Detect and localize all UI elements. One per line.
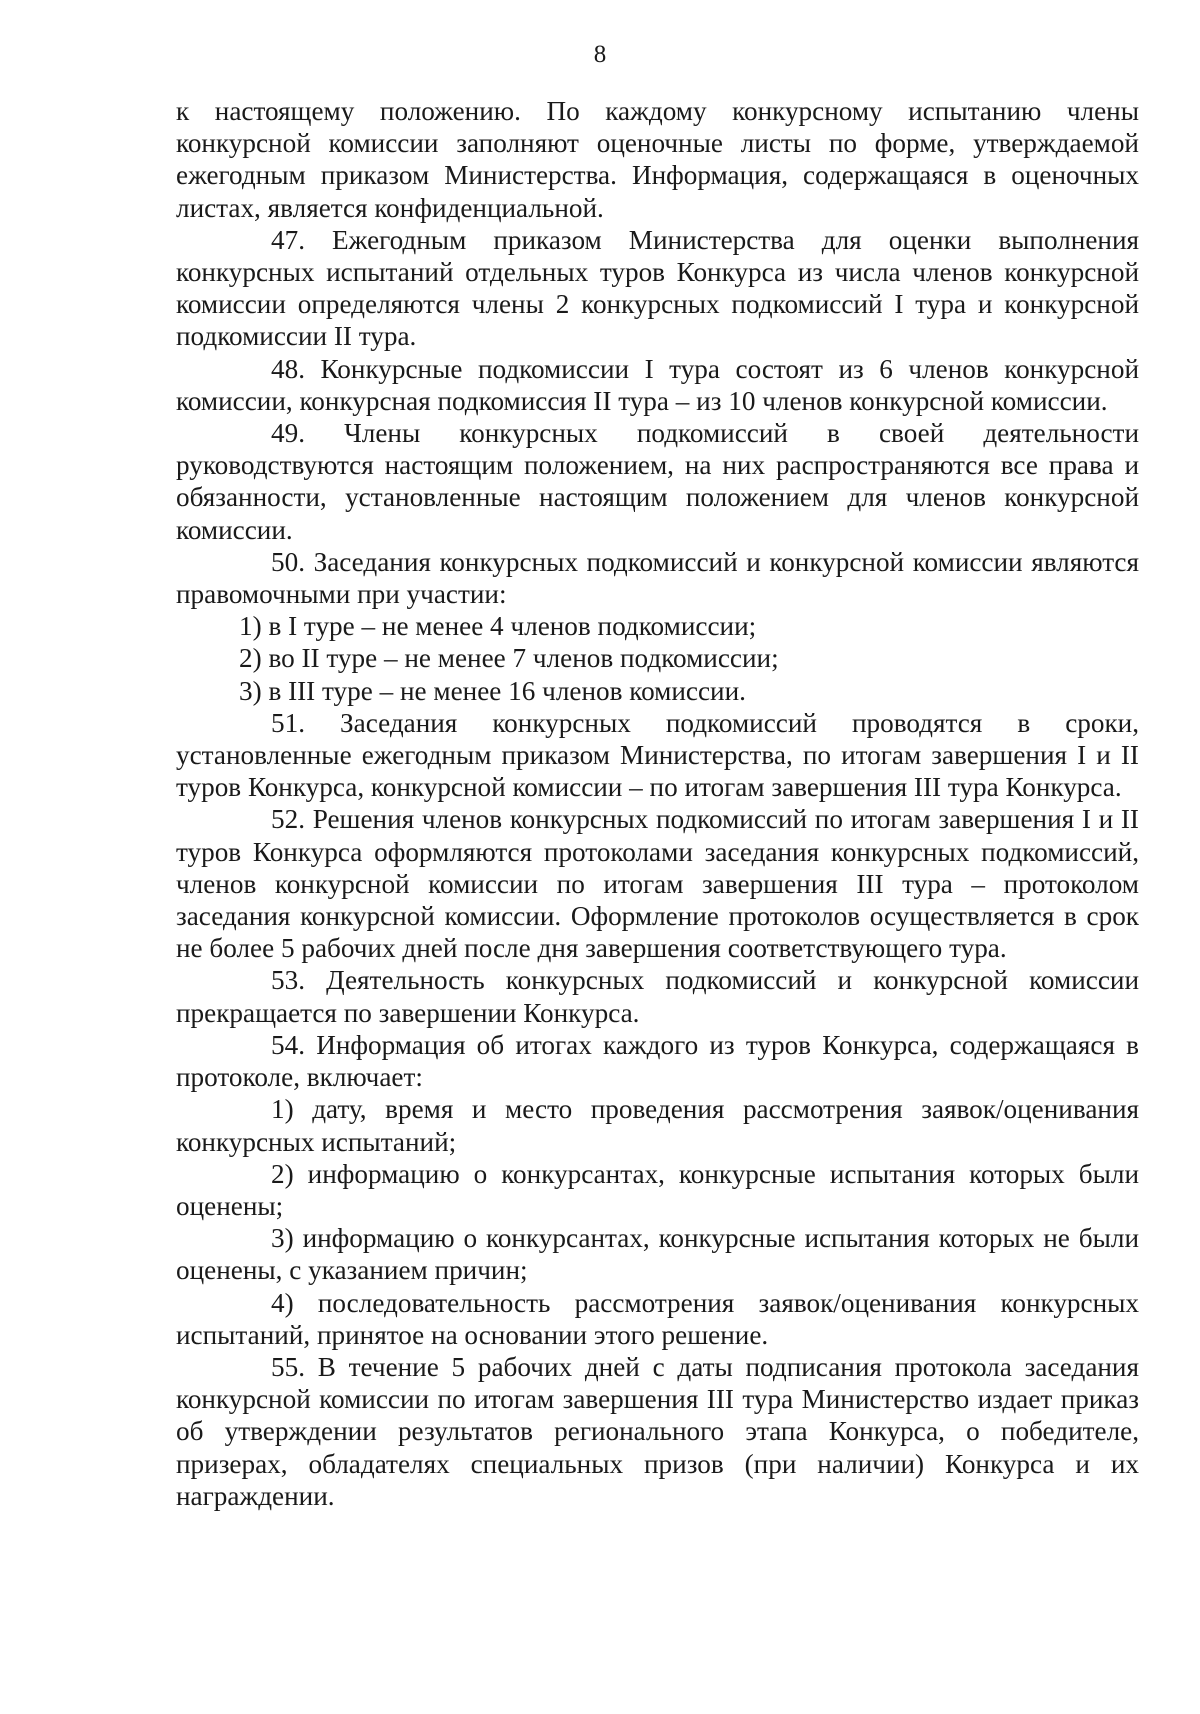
- list-item-54-3: 3) информацию о конкурсантах, конкурсные испытания которых не были оценены, с указанием причин;: [176, 1223, 1139, 1286]
- page-number: 8: [593, 41, 607, 68]
- paragraph-52: 52. Решения членов конкурсных подкомиссий по итогам завершения I и II туров Конкурса оформляются протоколами заседания конкурсных подкомиссий, членов конкурсной комиссии по итогам завершения III тура – протоколом заседания конкурсной комиссии. Оформление протоколов осуществляется в срок не более 5 рабочих дней после дня завершения соответствующего тура.: [176, 804, 1139, 964]
- paragraph-55: 55. В течение 5 рабочих дней с даты подписания протокола заседания конкурсной комиссии по итогам завершения III тура Министерство издает приказ об утверждении результатов регионального этапа Конкурса, о победителе, призерах, обладателях специальных призов (при наличии) Конкурса и их награждении.: [176, 1351, 1139, 1511]
- list-item-50-1: 1) в I туре – не менее 4 членов подкомиссии;: [239, 611, 757, 642]
- paragraph-53: 53. Деятельность конкурсных подкомиссий и конкурсной комиссии прекращается по завершении Конкурса.: [176, 965, 1139, 1028]
- list-item-54-1: 1) дату, время и место проведения рассмотрения заявок/оценивания конкурсных испытаний;: [176, 1094, 1139, 1157]
- list-item-50-2: 2) во II туре – не менее 7 членов подкомиссии;: [239, 643, 779, 674]
- list-item-54-2: 2) информацию о конкурсантах, конкурсные испытания которых были оценены;: [176, 1158, 1139, 1221]
- list-item-54-4: 4) последовательность рассмотрения заявок/оценивания конкурсных испытаний, принятое на основании этого решение.: [176, 1287, 1139, 1350]
- paragraph-54: 54. Информация об итогах каждого из туров Конкурса, содержащаяся в протоколе, включает:: [176, 1029, 1139, 1093]
- paragraph-51: 51. Заседания конкурсных подкомиссий проводятся в сроки, установленные ежегодным приказом Министерства, по итогам завершения I и II туров Конкурса, конкурсной комиссии – по итогам завершения III тура Конкурса.: [176, 707, 1139, 803]
- paragraph-49: 49. Члены конкурсных подкомиссий в своей деятельности руководствуются настоящим положением, на них распространяются все права и обязанности, установленные настоящим положением для членов конкурсной комиссии.: [176, 418, 1139, 545]
- paragraph-50: 50. Заседания конкурсных подкомиссий и конкурсной комиссии являются правомочными при участии:: [176, 546, 1139, 610]
- document-body: [176, 95, 1139, 1512]
- list-item-50-3: 3) в III туре – не менее 16 членов комиссии.: [239, 675, 746, 706]
- paragraph-continuation: к настоящему положению. По каждому конкурсному испытанию члены конкурсной комиссии заполняют оценочные листы по форме, утверждаемой ежегодным приказом Министерства. Информация, содержащаяся в оценочных листах, является конфиденциальной.: [176, 96, 1139, 223]
- paragraph-47: 47. Ежегодным приказом Министерства для оценки выполнения конкурсных испытаний отдельных туров Конкурса из числа членов конкурсной комиссии определяются члены 2 конкурсных подкомиссий I тура и конкурсной подкомиссии II тура.: [176, 224, 1139, 352]
- paragraph-48: 48. Конкурсные подкомиссии I тура состоят из 6 членов конкурсной комиссии, конкурсная подкомиссия II тура – из 10 членов конкурсной комиссии.: [176, 353, 1139, 416]
